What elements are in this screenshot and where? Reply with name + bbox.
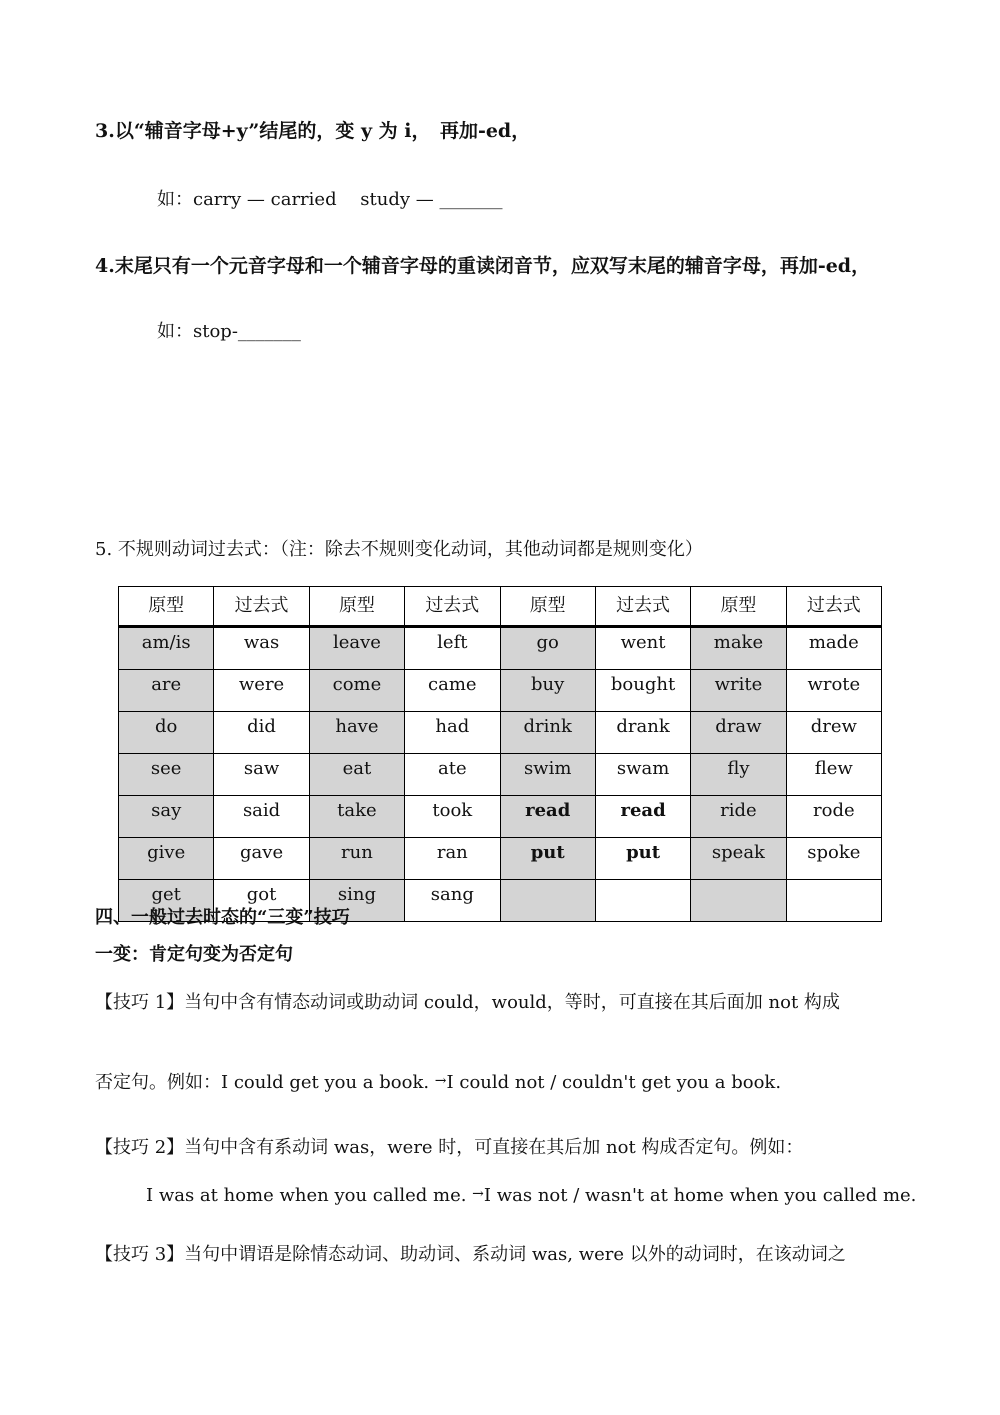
rule-4-example: 如：stop-_______ [157, 321, 301, 342]
header-past-1: 过去式 [214, 587, 309, 627]
base-form-cell: put [500, 838, 595, 880]
base-form-cell: get [119, 880, 214, 922]
past-form-cell: said [214, 796, 309, 838]
base-form-cell: leave [309, 627, 404, 670]
past-form-cell [595, 880, 690, 922]
past-form-cell: spoke [786, 838, 881, 880]
base-form-cell: are [119, 670, 214, 712]
tip-2-example-positive: I was at home when you called me. [146, 1185, 473, 1206]
past-form-cell: gave [214, 838, 309, 880]
base-form-cell: write [691, 670, 786, 712]
right-arrow-icon: → [434, 1073, 447, 1089]
table-row [119, 670, 882, 712]
base-form-cell [691, 880, 786, 922]
table-header-row [119, 587, 882, 627]
base-form-cell: read [500, 796, 595, 838]
header-base-2: 原型 [309, 587, 404, 627]
past-form-cell: was [214, 627, 309, 670]
tip-1-line-1: 【技巧 1】当句中含有情态动词或助动词 could，would，等时，可直接在其后面加 not 构成 [95, 992, 840, 1013]
base-form-cell: see [119, 754, 214, 796]
base-form-cell: do [119, 712, 214, 754]
past-form-cell: put [595, 838, 690, 880]
rule-3-example: 如：carry — carried study — _______ [157, 189, 503, 210]
header-base-4: 原型 [691, 587, 786, 627]
tip-2-example [146, 1185, 916, 1206]
past-form-cell [786, 880, 881, 922]
past-form-cell: rode [786, 796, 881, 838]
base-form-cell: go [500, 627, 595, 670]
irregular-verbs-table [118, 586, 882, 922]
base-form-cell: run [309, 838, 404, 880]
rule-5-heading: 5. 不规则动词过去式：（注：除去不规则变化动词，其他动词都是规则变化） [95, 539, 703, 560]
base-form-cell: drink [500, 712, 595, 754]
sub-section-1-title: 一变：肯定句变为否定句 [95, 944, 293, 965]
past-form-cell: flew [786, 754, 881, 796]
base-form-cell: speak [691, 838, 786, 880]
past-form-cell: drank [595, 712, 690, 754]
table-row [119, 627, 882, 670]
past-form-cell: swam [595, 754, 690, 796]
rule-3-heading: 3.以“辅音字母+y”结尾的，变 y 为 i， 再加-ed， [95, 120, 531, 142]
past-form-cell: sang [405, 880, 500, 922]
past-form-cell: saw [214, 754, 309, 796]
past-form-cell: made [786, 627, 881, 670]
past-form-cell: did [214, 712, 309, 754]
past-form-cell: had [405, 712, 500, 754]
base-form-cell: eat [309, 754, 404, 796]
tip-2-example-negative: I was not / wasn't at home when you called me. [483, 1185, 917, 1206]
past-form-cell: came [405, 670, 500, 712]
past-form-cell: wrote [786, 670, 881, 712]
base-form-cell [500, 880, 595, 922]
base-form-cell: fly [691, 754, 786, 796]
section-4-title: 四、一般过去时态的“三变”技巧 [95, 907, 350, 928]
base-form-cell: give [119, 838, 214, 880]
past-form-cell: bought [595, 670, 690, 712]
past-form-cell: took [405, 796, 500, 838]
past-form-cell: got [214, 880, 309, 922]
tip-1-line-2 [95, 1068, 781, 1094]
table-row [119, 838, 882, 880]
base-form-cell: ride [691, 796, 786, 838]
base-form-cell: come [309, 670, 404, 712]
tip-2-line: 【技巧 2】当句中含有系动词 was，were 时，可直接在其后加 not 构成否定句。例如： [95, 1137, 804, 1158]
rule-4-heading: 4.末尾只有一个元音字母和一个辅音字母的重读闭音节，应双写末尾的辅音字母，再加-ed， [95, 255, 871, 277]
table-row [119, 796, 882, 838]
right-arrow-icon: → [472, 1186, 484, 1202]
tip-1-example-positive: 否定句。例如：I could get you a book. [95, 1072, 435, 1093]
header-past-4: 过去式 [786, 587, 881, 627]
base-form-cell: sing [309, 880, 404, 922]
base-form-cell: take [309, 796, 404, 838]
header-base-1: 原型 [119, 587, 214, 627]
base-form-cell: have [309, 712, 404, 754]
past-form-cell: drew [786, 712, 881, 754]
past-form-cell: read [595, 796, 690, 838]
header-past-2: 过去式 [405, 587, 500, 627]
past-form-cell: ate [405, 754, 500, 796]
base-form-cell: am/is [119, 627, 214, 670]
base-form-cell: swim [500, 754, 595, 796]
base-form-cell: say [119, 796, 214, 838]
base-form-cell: make [691, 627, 786, 670]
base-form-cell: buy [500, 670, 595, 712]
past-form-cell: were [214, 670, 309, 712]
past-form-cell: ran [405, 838, 500, 880]
header-past-3: 过去式 [595, 587, 690, 627]
table-row [119, 712, 882, 754]
table-row [119, 754, 882, 796]
past-form-cell: went [595, 627, 690, 670]
tip-3-line: 【技巧 3】当句中谓语是除情态动词、助动词、系动词 was, were 以外的动词时，在该动词之 [95, 1244, 846, 1265]
tip-1-example-negative: I could not / couldn't get you a book. [446, 1072, 782, 1093]
past-form-cell: left [405, 627, 500, 670]
base-form-cell: draw [691, 712, 786, 754]
header-base-3: 原型 [500, 587, 595, 627]
